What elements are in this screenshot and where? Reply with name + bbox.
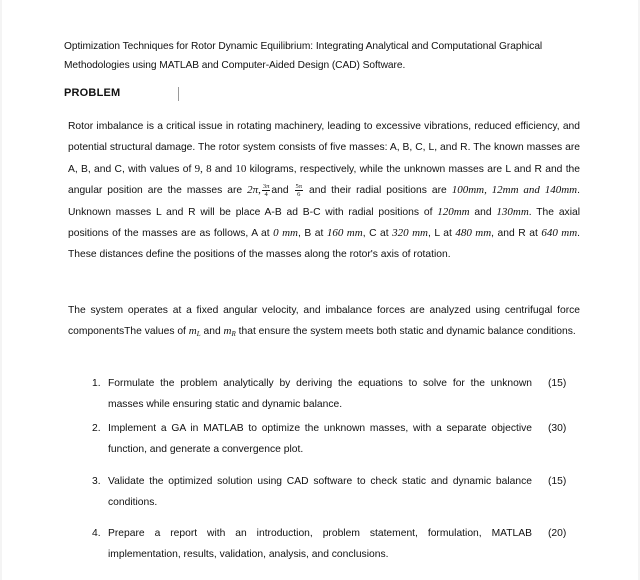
para1-and3: and [469,206,497,218]
problem-paragraph-2 [68,300,580,346]
para1-axial-intro: . The axial positions of the masses are as follows, A at [68,206,580,240]
radial-positions: 100mm, 12mm and 140mm [451,184,578,197]
para2-intro: The system operates at a fixed angular velocity, and imbalance forces are analyzed using centrifugal force componentsThe values of [68,305,580,338]
text-cursor [178,87,179,101]
para1-after-angles: and their radial positions are [304,185,452,197]
para1-and1: and [211,163,236,175]
angle-2-numerator: 3π [262,183,270,190]
angle-3-fraction [295,183,304,198]
task-marks: (15) [548,476,567,487]
task-number: 1. [92,378,101,389]
axial-position-r: 640 mm [541,227,578,240]
document-page [2,0,638,580]
task-text: Implement a GA in MATLAB to optimize the unknown masses, with a separate objective function, and generate a convergence plot. [108,423,532,456]
task-text: Validate the optimized solution using CAD software to check static and dynamic balance conditions. [108,476,532,509]
para2-closing: that ensure the system meets both static and dynamic balance conditions. [235,326,576,338]
angle-2-fraction [262,183,271,198]
axial-position-b: 160 mm [326,227,363,240]
section-heading: PROBLEM [64,87,121,99]
task-marks: (30) [548,423,567,434]
radius-r: 130mm [496,205,529,218]
angle-3-numerator: 5π [295,183,303,190]
variable-m-l: m [188,325,197,338]
para1-after-radii: . Unknown masses L and R will be place A-B ad B-C with radial positions of [68,185,580,218]
para1-c-at: , C at [362,228,393,240]
variable-m-r: m [223,325,232,338]
variable-m-r-subscript: R [231,330,236,339]
para1-closing: . These distances define the positions of the masses along the rotor's axis of rotation. [68,228,581,261]
variable-m-l-subscript: L [196,330,201,339]
para1-after-masses: kilograms, respectively, while the unknown masses are L and R and the angular position are the masses are [68,163,581,197]
task-marks: (20) [548,528,567,539]
para1-l-at: , L at [427,228,456,240]
para1-and2: and [271,185,289,197]
axial-position-a: 0 mm [273,227,298,240]
document-title: Optimization Techniques for Rotor Dynamic Equilibrium: Integrating Analytical and Computational Graphical Methodologies using MATLAB and Computer-Aided Design (CAD) Software. [64,41,543,71]
problem-paragraph-1 [68,116,580,266]
angle-comma: , [258,184,261,197]
task-marks: (15) [548,378,567,389]
axial-position-c: 320 mm [392,227,428,240]
mass-value-c: 10 [235,162,247,175]
angle-3-denominator: 6 [297,191,301,198]
para1-intro: Rotor imbalance is a critical issue in rotating machinery, leading to excessive vibrations, reduced efficiency, and potential structural damage. The rotor system consists of five masses: A, B, C, L, and R. The known masses are A, B, and C, with values of [68,121,580,175]
task-text: Prepare a report with an introduction, problem statement, formulation, MATLAB implementation, results, validation, analysis, and conclusions. [108,528,532,561]
mass-values: 9, 8 [194,162,212,175]
radius-l: 120mm [437,205,470,218]
para1-r-at: , and R at [491,228,542,240]
axial-position-l: 480 mm [455,227,492,240]
angle-1: 2π [247,184,259,197]
task-number: 3. [92,476,101,487]
para1-b-at: , B at [297,228,327,240]
task-number: 2. [92,423,101,434]
task-text: Formulate the problem analytically by deriving the equations to solve for the unknown masses while ensuring static and dynamic balance. [108,378,532,411]
para2-and: and [200,326,224,338]
angle-2-denominator: 4 [264,191,268,198]
task-number: 4. [92,528,101,539]
